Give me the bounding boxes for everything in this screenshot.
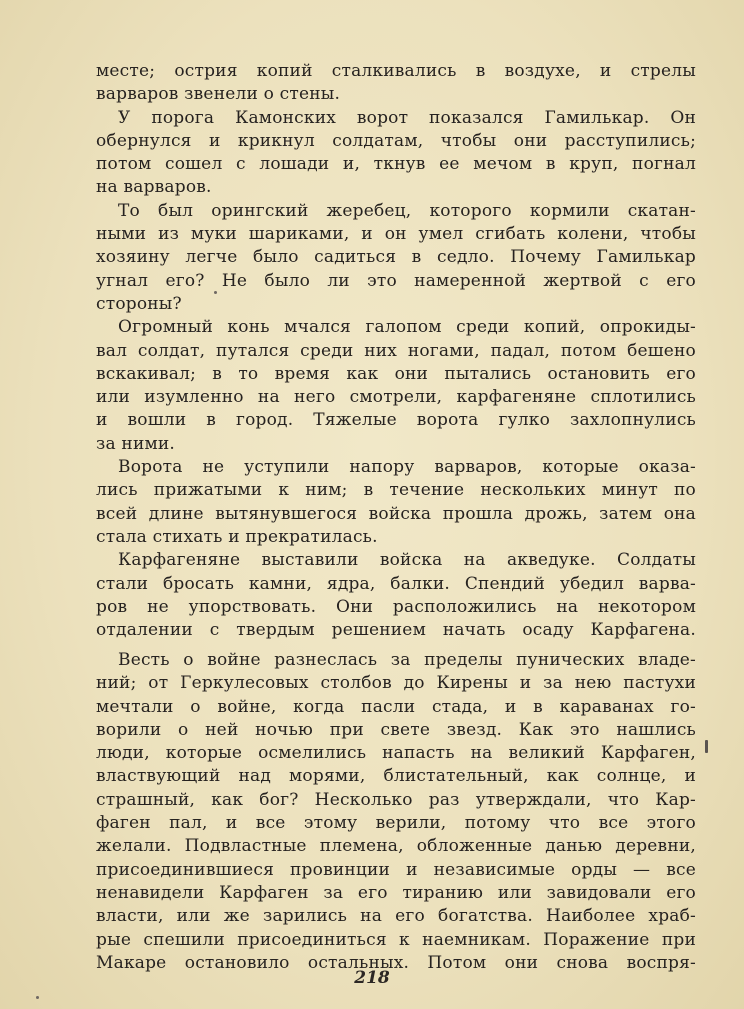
text-line: рые спешили присоединиться к наемникам. Поражение при [96, 929, 696, 950]
text-line: желали. Подвластные племена, обложенные данью деревни, [96, 836, 696, 857]
text-line: ний; от Геркулесовых столбов до Кирены и за нею пастухи [96, 673, 696, 694]
page-number: 218 [354, 968, 390, 988]
text-line: У порога Камонских ворот показался Гамилькар. Он [118, 107, 696, 128]
text-line: Макаре остановило остальных. Потом они снова воспря- [96, 952, 696, 973]
text-line: страшный, как бог? Несколько раз утверждали, что Кар- [96, 789, 696, 810]
text-line: всей длине вытянувшегося войска прошла дрожь, затем она [96, 503, 696, 524]
text-line: месте; острия копий сталкивались в воздухе, и стрелы [96, 61, 696, 81]
paper-speck [36, 996, 39, 999]
text-line: за ними. [96, 433, 176, 454]
text-block-bottom [96, 649, 696, 975]
text-line: угнал его? Не было ли это намеренной жертвой с его [96, 270, 696, 291]
text-line: стали бросать камни, ядра, балки. Спендий убедил варва- [96, 573, 696, 594]
margin-ink-mark [705, 740, 708, 753]
text-line: ными из муки шариками, и он умел сгибать колени, чтобы [96, 224, 696, 245]
text-line: стороны? [96, 293, 182, 314]
text-line: ворили о ней ночью при свете звезд. Как это нашлись [96, 719, 696, 740]
text-line: мечтали о войне, когда пасли стада, и в караванах го- [96, 696, 696, 717]
text-line: То был орингский жеребец, которого кормили скатан- [118, 200, 696, 221]
text-line: хозяину легче было садиться в седло. Почему Гамилькар [96, 247, 696, 268]
text-line: потом сошел с лошади и, ткнув ее мечом в круп, погнал [96, 154, 696, 175]
text-line: Ворота не уступили напору варваров, которые оказа- [118, 457, 696, 478]
text-line: или изумленно на него смотрели, карфагеняне сплотились [96, 387, 696, 408]
text-line: отдалении с твердым решением начать осаду Карфагена. [96, 620, 696, 641]
text-line: власти, или же зарились на его богатства. Наиболее храб- [96, 906, 696, 927]
text-block-top [96, 60, 696, 642]
text-line: властвующий над морями, блистательный, как солнце, и [96, 766, 696, 787]
text-line: Весть о войне разнеслась за пределы пунических владе- [118, 650, 696, 670]
text-line: варваров звенели о стены. [96, 84, 341, 105]
text-line: лись прижатыми к ним; в течение нескольких минут по [96, 480, 696, 501]
paper-speck [214, 291, 217, 294]
text-line: Карфагеняне выставили войска на акведуке. Солдаты [118, 550, 696, 571]
text-line: вскакивал; в то время как они пытались остановить его [96, 363, 696, 384]
text-line: Огромный конь мчался галопом среди копий, опрокиды- [118, 317, 696, 338]
text-line: и вошли в город. Тяжелые ворота гулко захлопнулись [96, 410, 696, 431]
text-line: ненавидели Карфаген за его тиранию или завидовали его [96, 882, 696, 903]
text-line: обернулся и крикнул солдатам, чтобы они расступились; [96, 130, 696, 151]
text-line: стала стихать и прекратилась. [96, 526, 378, 547]
text-line: фаген пал, и все этому верили, потому что все этого [96, 813, 696, 834]
text-line: люди, которые осмелились напасть на великий Карфаген, [96, 743, 696, 764]
text-line: ров не упорствовать. Они расположились на некотором [96, 596, 696, 617]
text-line: вал солдат, путался среди них ногами, падал, потом бешено [96, 340, 696, 361]
text-line: на варваров. [96, 177, 212, 198]
text-line: присоединившиеся провинции и независимые орды — все [96, 859, 696, 880]
